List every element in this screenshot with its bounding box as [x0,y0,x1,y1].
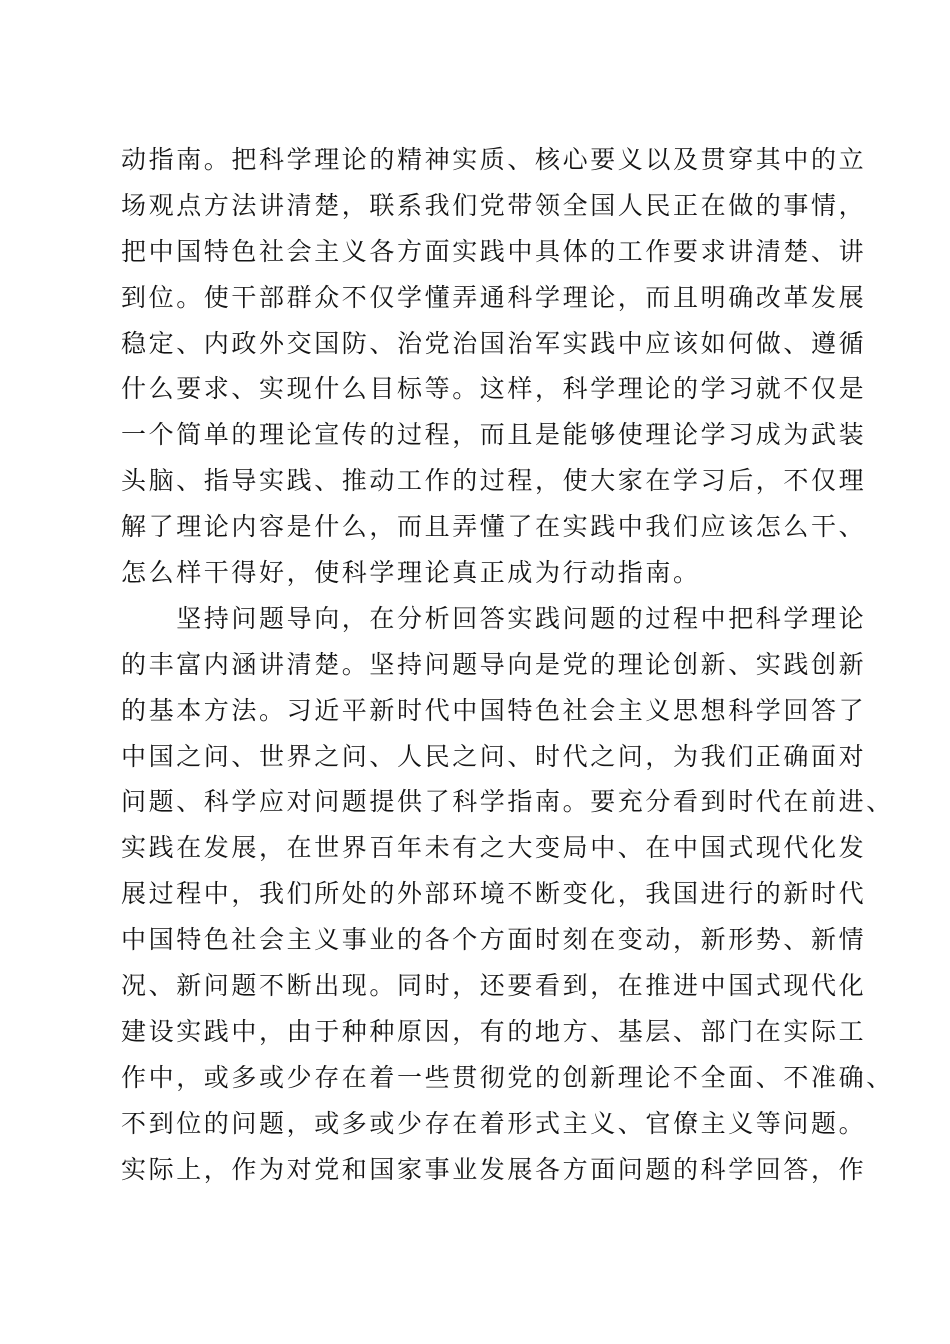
text-line: 稳定、内政外交国防、治党治国治军实践中应该如何做、遵循 [121,328,867,358]
text-line: 头脑、指导实践、推动工作的过程，使大家在学习后，不仅理 [121,466,867,496]
text-line: 的丰富内涵讲清楚。坚持问题导向是党的理论创新、实践创新 [121,649,867,679]
text-line: 怎么样干得好，使科学理论真正成为行动指南。 [121,558,701,588]
text-line: 场观点方法讲清楚，联系我们党带领全国人民正在做的事情， [121,190,867,220]
text-line: 展过程中，我们所处的外部环境不断变化，我国进行的新时代 [121,879,867,909]
text-line: 中国特色社会主义事业的各个方面时刻在变动，新形势、新情 [121,925,867,955]
text-line: 况、新问题不断出现。同时，还要看到，在推进中国式现代化 [121,971,867,1001]
paragraph-start-line: 坚持问题导向，在分析回答实践问题的过程中把科学理论 [121,603,867,633]
text-line: 到位。使干部群众不仅学懂弄通科学理论，而且明确改革发展 [121,282,867,312]
text-line: 的基本方法。习近平新时代中国特色社会主义思想科学回答了 [121,695,867,725]
text-line: 不到位的问题，或多或少存在着形式主义、官僚主义等问题。 [121,1108,867,1138]
text-line: 什么要求、实现什么目标等。这样，科学理论的学习就不仅是 [121,374,867,404]
text-line: 建设实践中，由于种种原因，有的地方、基层、部门在实际工 [121,1016,867,1046]
body-text [121,137,894,1192]
text-line: 实践在发展，在世界百年未有之大变局中、在中国式现代化发 [121,833,867,863]
text-line: 一个简单的理论宣传的过程，而且是能够使理论学习成为武装 [121,420,867,450]
text-line: 把中国特色社会主义各方面实践中具体的工作要求讲清楚、讲 [121,236,867,266]
text-line: 解了理论内容是什么，而且弄懂了在实践中我们应该怎么干、 [121,512,867,542]
text-line: 中国之问、世界之问、人民之问、时代之问，为我们正确面对 [121,741,867,771]
text-line: 实际上，作为对党和国家事业发展各方面问题的科学回答，作 [121,1154,867,1184]
text-line: 作中，或多或少存在着一些贯彻党的创新理论不全面、不准确、 [121,1062,894,1092]
text-line: 问题、科学应对问题提供了科学指南。要充分看到时代在前进、 [121,787,894,817]
text-line: 动指南。把科学理论的精神实质、核心要义以及贯穿其中的立 [121,145,867,174]
